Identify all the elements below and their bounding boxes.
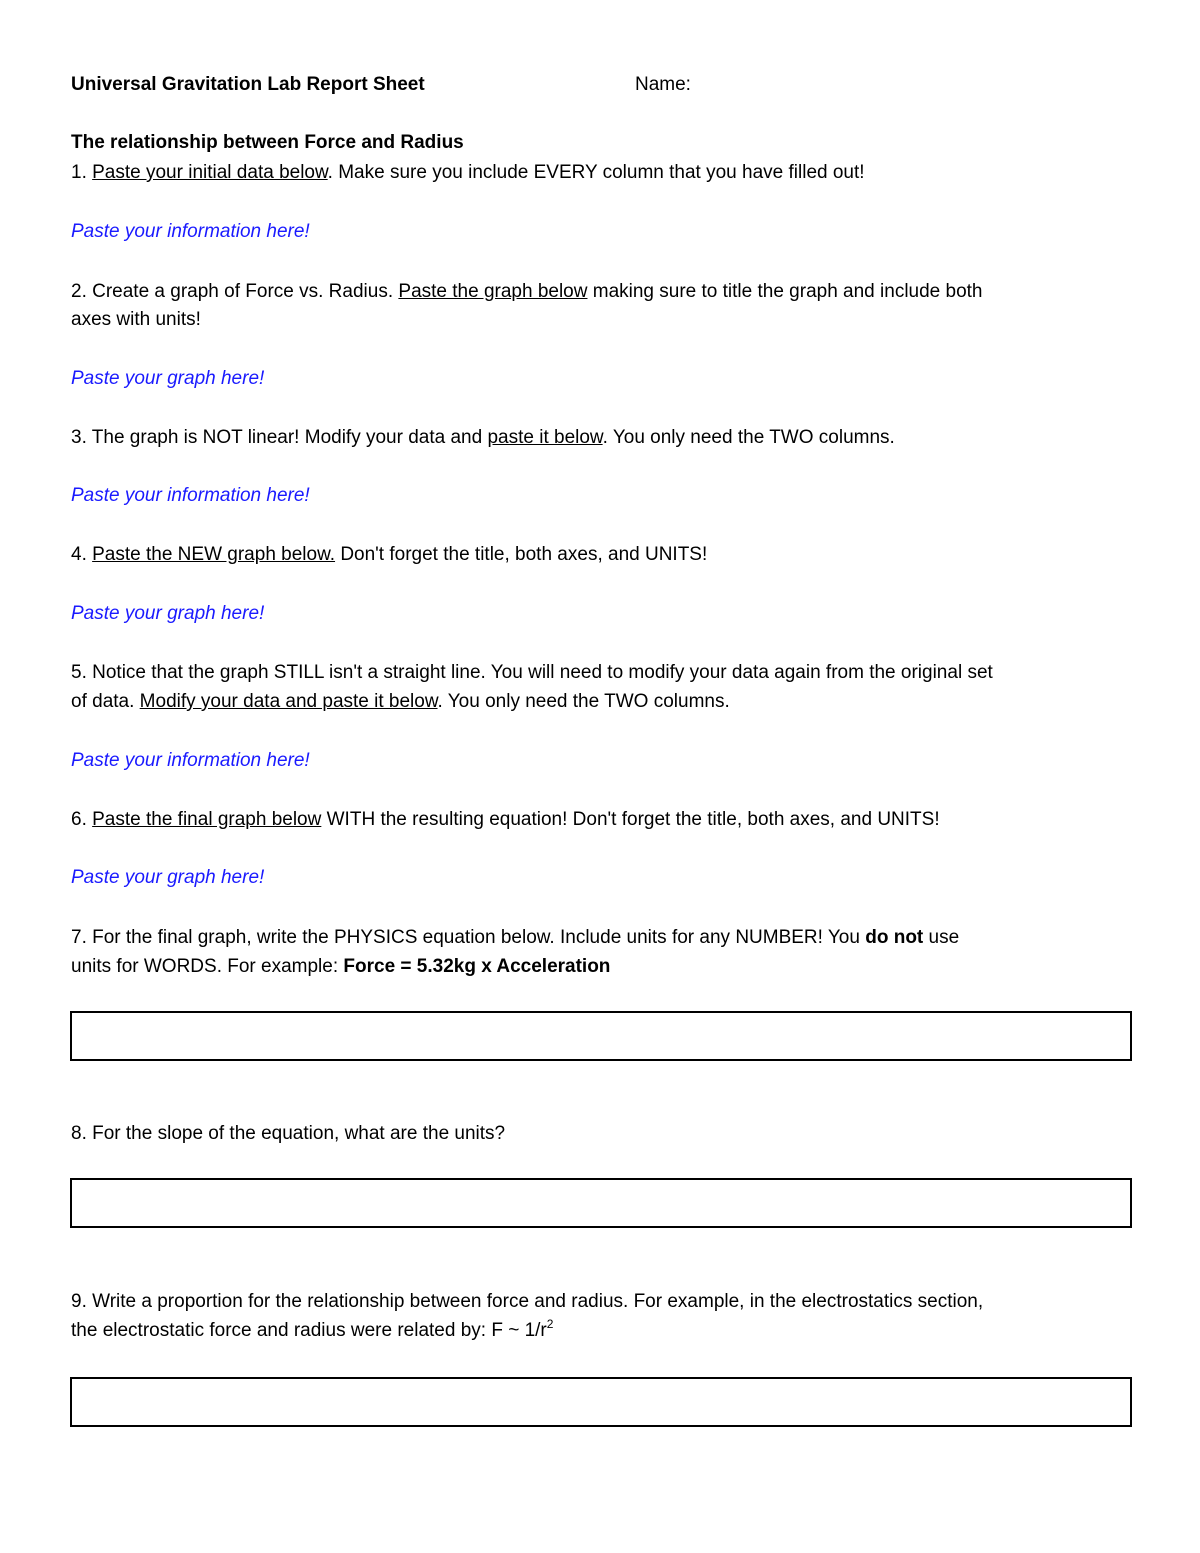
question-7-emphasis: do not	[865, 927, 924, 948]
question-4	[71, 544, 707, 566]
question-7-text-rest: use	[923, 927, 960, 948]
question-3-text: 3. The graph is NOT linear! Modify your data and	[71, 427, 488, 448]
information-placeholder-3[interactable]: Paste your information here!	[71, 750, 310, 771]
question-7-example-label: units for WORDS. For example:	[71, 956, 344, 977]
question-9-line-2	[71, 1317, 554, 1342]
question-1-number: 1.	[71, 162, 93, 183]
question-6-text: WITH the resulting equation! Don't forget the title, both axes, and UNITS!	[321, 809, 940, 830]
question-9-exponent: 2	[546, 1317, 554, 1331]
question-2-instruction: Paste the graph below	[398, 281, 588, 302]
question-2-text: 2. Create a graph of Force vs. Radius.	[71, 281, 399, 302]
graph-placeholder-1[interactable]: Paste your graph here!	[71, 368, 265, 389]
section-heading: The relationship between Force and Radius	[71, 132, 464, 153]
question-7-text: 7. For the final graph, write the PHYSICS equation below. Include units for any NUMBER! You	[71, 927, 866, 948]
question-6	[71, 809, 940, 831]
information-placeholder-2[interactable]: Paste your information here!	[71, 485, 310, 506]
question-4-text: Don't forget the title, both axes, and UNITS!	[335, 544, 708, 565]
question-5-instruction: Modify your data and paste it below	[139, 691, 438, 712]
question-2-text-rest: making sure to title the graph and include both	[587, 281, 983, 302]
question-6-number: 6.	[71, 809, 93, 830]
answer-box-8[interactable]	[70, 1178, 1132, 1228]
question-7-example-equation: Force = 5.32kg x Acceleration	[343, 956, 611, 977]
question-7-line-2	[71, 956, 610, 978]
answer-box-9[interactable]	[70, 1377, 1132, 1427]
question-3-instruction: paste it below	[487, 427, 603, 448]
question-4-instruction: Paste the NEW graph below.	[92, 544, 336, 565]
question-5-line-2	[71, 691, 730, 713]
question-2	[71, 281, 983, 303]
question-6-instruction: Paste the final graph below	[92, 809, 322, 830]
question-1-text: . Make sure you include EVERY column that you have filled out!	[327, 162, 865, 183]
question-9-text: the electrostatic force and radius were related by: F ~ 1/r	[71, 1320, 547, 1341]
question-2-line-2: axes with units!	[71, 309, 201, 330]
question-4-number: 4.	[71, 544, 93, 565]
question-8: 8. For the slope of the equation, what are the units?	[71, 1123, 506, 1144]
answer-box-7[interactable]	[70, 1011, 1132, 1061]
question-7-line-1	[71, 927, 959, 949]
graph-placeholder-2[interactable]: Paste your graph here!	[71, 603, 265, 624]
name-label: Name:	[635, 74, 691, 95]
question-3-text-rest: . You only need the TWO columns.	[602, 427, 895, 448]
question-3	[71, 427, 895, 449]
document-title: Universal Gravitation Lab Report Sheet	[71, 74, 425, 95]
question-5-text: of data.	[71, 691, 140, 712]
graph-placeholder-3[interactable]: Paste your graph here!	[71, 867, 265, 888]
question-5-line-1: 5. Notice that the graph STILL isn't a straight line. You will need to modify your data again from the original set	[71, 662, 993, 683]
question-1	[71, 162, 865, 184]
question-1-instruction: Paste your initial data below	[92, 162, 328, 183]
question-9-line-1: 9. Write a proportion for the relationship between force and radius. For example, in the electrostatics section,	[71, 1291, 984, 1312]
question-5-text-rest: . You only need the TWO columns.	[437, 691, 730, 712]
information-placeholder-1[interactable]: Paste your information here!	[71, 221, 310, 242]
